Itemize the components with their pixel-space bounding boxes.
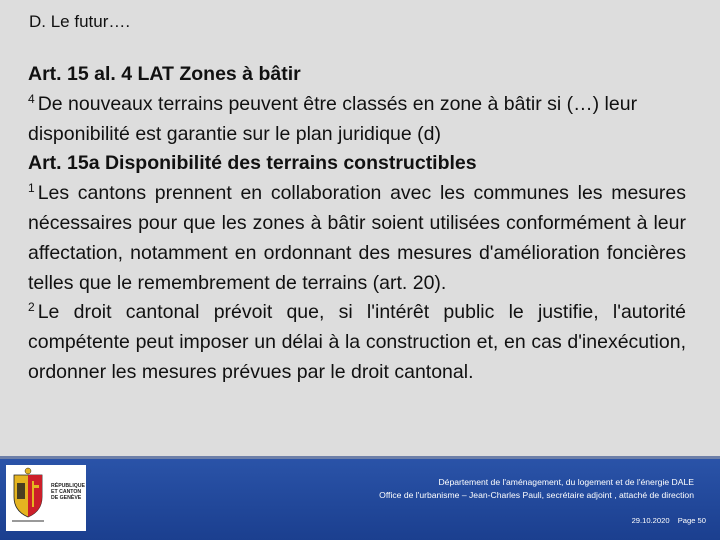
date-and-page [626, 516, 706, 525]
article-15-paragraph [28, 90, 686, 150]
article-15a-paragraph-2 [28, 298, 686, 387]
logo-line-2: ET CANTON [51, 489, 82, 495]
geneva-shield-icon [8, 467, 48, 529]
article-15a-title: Art. 15a Disponibilité des terrains constructibles [28, 152, 477, 175]
logo-text [51, 483, 85, 501]
logo-line-3: DE GENÈVE [51, 495, 82, 501]
logo-line-1: RÉPUBLIQUE [51, 483, 86, 489]
page-number: Page 50 [677, 516, 706, 525]
department-info [379, 476, 694, 502]
geneva-logo [6, 465, 86, 531]
office-name: Office de l'urbanisme – Jean-Charles Pauli, secrétaire adjoint , attaché de direction [379, 490, 694, 500]
slide-date: 29.10.2020 [631, 516, 670, 525]
article-15-text: De nouveaux terrains peuvent être classés en zone à bâtir si (…) leur disponibilité est garantie sur le plan juridique (d) [28, 92, 638, 145]
article-15-number: 4 [28, 91, 35, 106]
slide-body [28, 60, 686, 388]
paragraph-1-text: Les cantons prennent en collaboration avec les communes les mesures nécessaires pour que les zones à bâtir soient utilisées conformément à leur affectation, notamment en ordonnant des mesures d'amélioration foncières telles que le remembrement de terrains (art. 20). [28, 182, 686, 294]
department-name: Département de l'aménagement, du logement et de l'énergie DALE [438, 477, 694, 487]
paragraph-1-number: 1 [28, 181, 35, 196]
article-15a-paragraph-1 [28, 179, 686, 298]
paragraph-2-number: 2 [28, 300, 35, 315]
paragraph-2-text: Le droit cantonal prévoit que, si l'intérêt public le justifie, l'autorité compétente peut imposer un délai à la construction et, en cas d'inexécution, ordonner les mesures prévues par le droit cantonal. [28, 301, 686, 383]
slide-footer [0, 456, 720, 540]
slide-heading: D. Le futur…. [29, 12, 131, 31]
article-15-title: Art. 15 al. 4 LAT Zones à bâtir [28, 63, 301, 85]
